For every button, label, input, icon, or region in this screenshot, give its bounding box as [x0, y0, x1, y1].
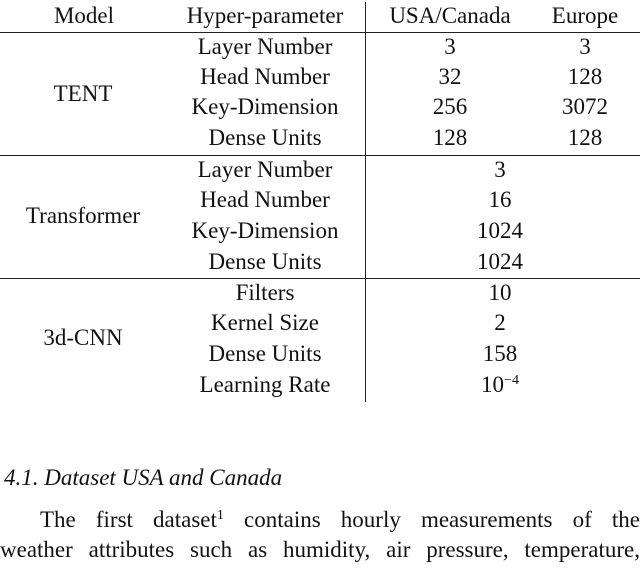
- section-heading: 4.1. Dataset USA and Canada: [4, 465, 283, 490]
- tent-usa: 32: [438, 64, 462, 89]
- tent-europe: 3: [579, 34, 591, 59]
- transformer-param: Dense Units: [208, 249, 322, 274]
- header-hyper-parameter: Hyper-parameter: [186, 3, 344, 28]
- cnn-value: 158: [482, 341, 518, 366]
- footnote-marker[interactable]: 1: [216, 508, 224, 523]
- transformer-param: Layer Number: [197, 157, 333, 182]
- cnn-value: 2: [494, 310, 506, 335]
- transformer-value: 1024: [477, 249, 523, 274]
- cnn-param: Filters: [235, 280, 295, 305]
- transformer-value: 16: [488, 187, 512, 212]
- transformer-value: 1024: [477, 218, 523, 243]
- tent-europe: 3072: [562, 94, 608, 119]
- tent-europe: 128: [567, 125, 603, 150]
- header-europe: Europe: [551, 3, 619, 28]
- model-3d-cnn: 3d-CNN: [43, 325, 123, 350]
- section-paragraph: [0, 505, 640, 565]
- transformer-param: Head Number: [200, 187, 330, 212]
- cnn-param: Learning Rate: [199, 372, 331, 397]
- paragraph-line-1: The first dataset$^1$ contains hourly measurements of the: [40, 507, 640, 532]
- transformer-param: Key-Dimension: [191, 218, 339, 243]
- model-transformer: Transformer: [25, 203, 141, 228]
- tent-param: Head Number: [200, 64, 330, 89]
- transformer-value: 3: [494, 157, 506, 182]
- cnn-param: Dense Units: [208, 341, 322, 366]
- tent-usa: 3: [444, 34, 456, 59]
- tent-param: Layer Number: [197, 34, 333, 59]
- model-tent: TENT: [53, 81, 113, 106]
- tent-param: Dense Units: [208, 125, 322, 150]
- tent-param: Key-Dimension: [191, 94, 339, 119]
- cnn-param: Kernel Size: [211, 310, 319, 335]
- paragraph-line-2: weather attributes such as humidity, air pressure, temperature,: [0, 537, 640, 562]
- cnn-value: 10: [488, 280, 512, 305]
- header-model: Model: [53, 3, 115, 28]
- header-usa-canada: USA/Canada: [389, 3, 511, 28]
- tent-usa: 128: [432, 125, 468, 150]
- column-separator: [365, 2, 366, 402]
- tent-usa: 256: [432, 94, 468, 119]
- cnn-value-learning-rate: $10^{-4}$: [481, 372, 519, 397]
- tent-europe: 128: [567, 64, 603, 89]
